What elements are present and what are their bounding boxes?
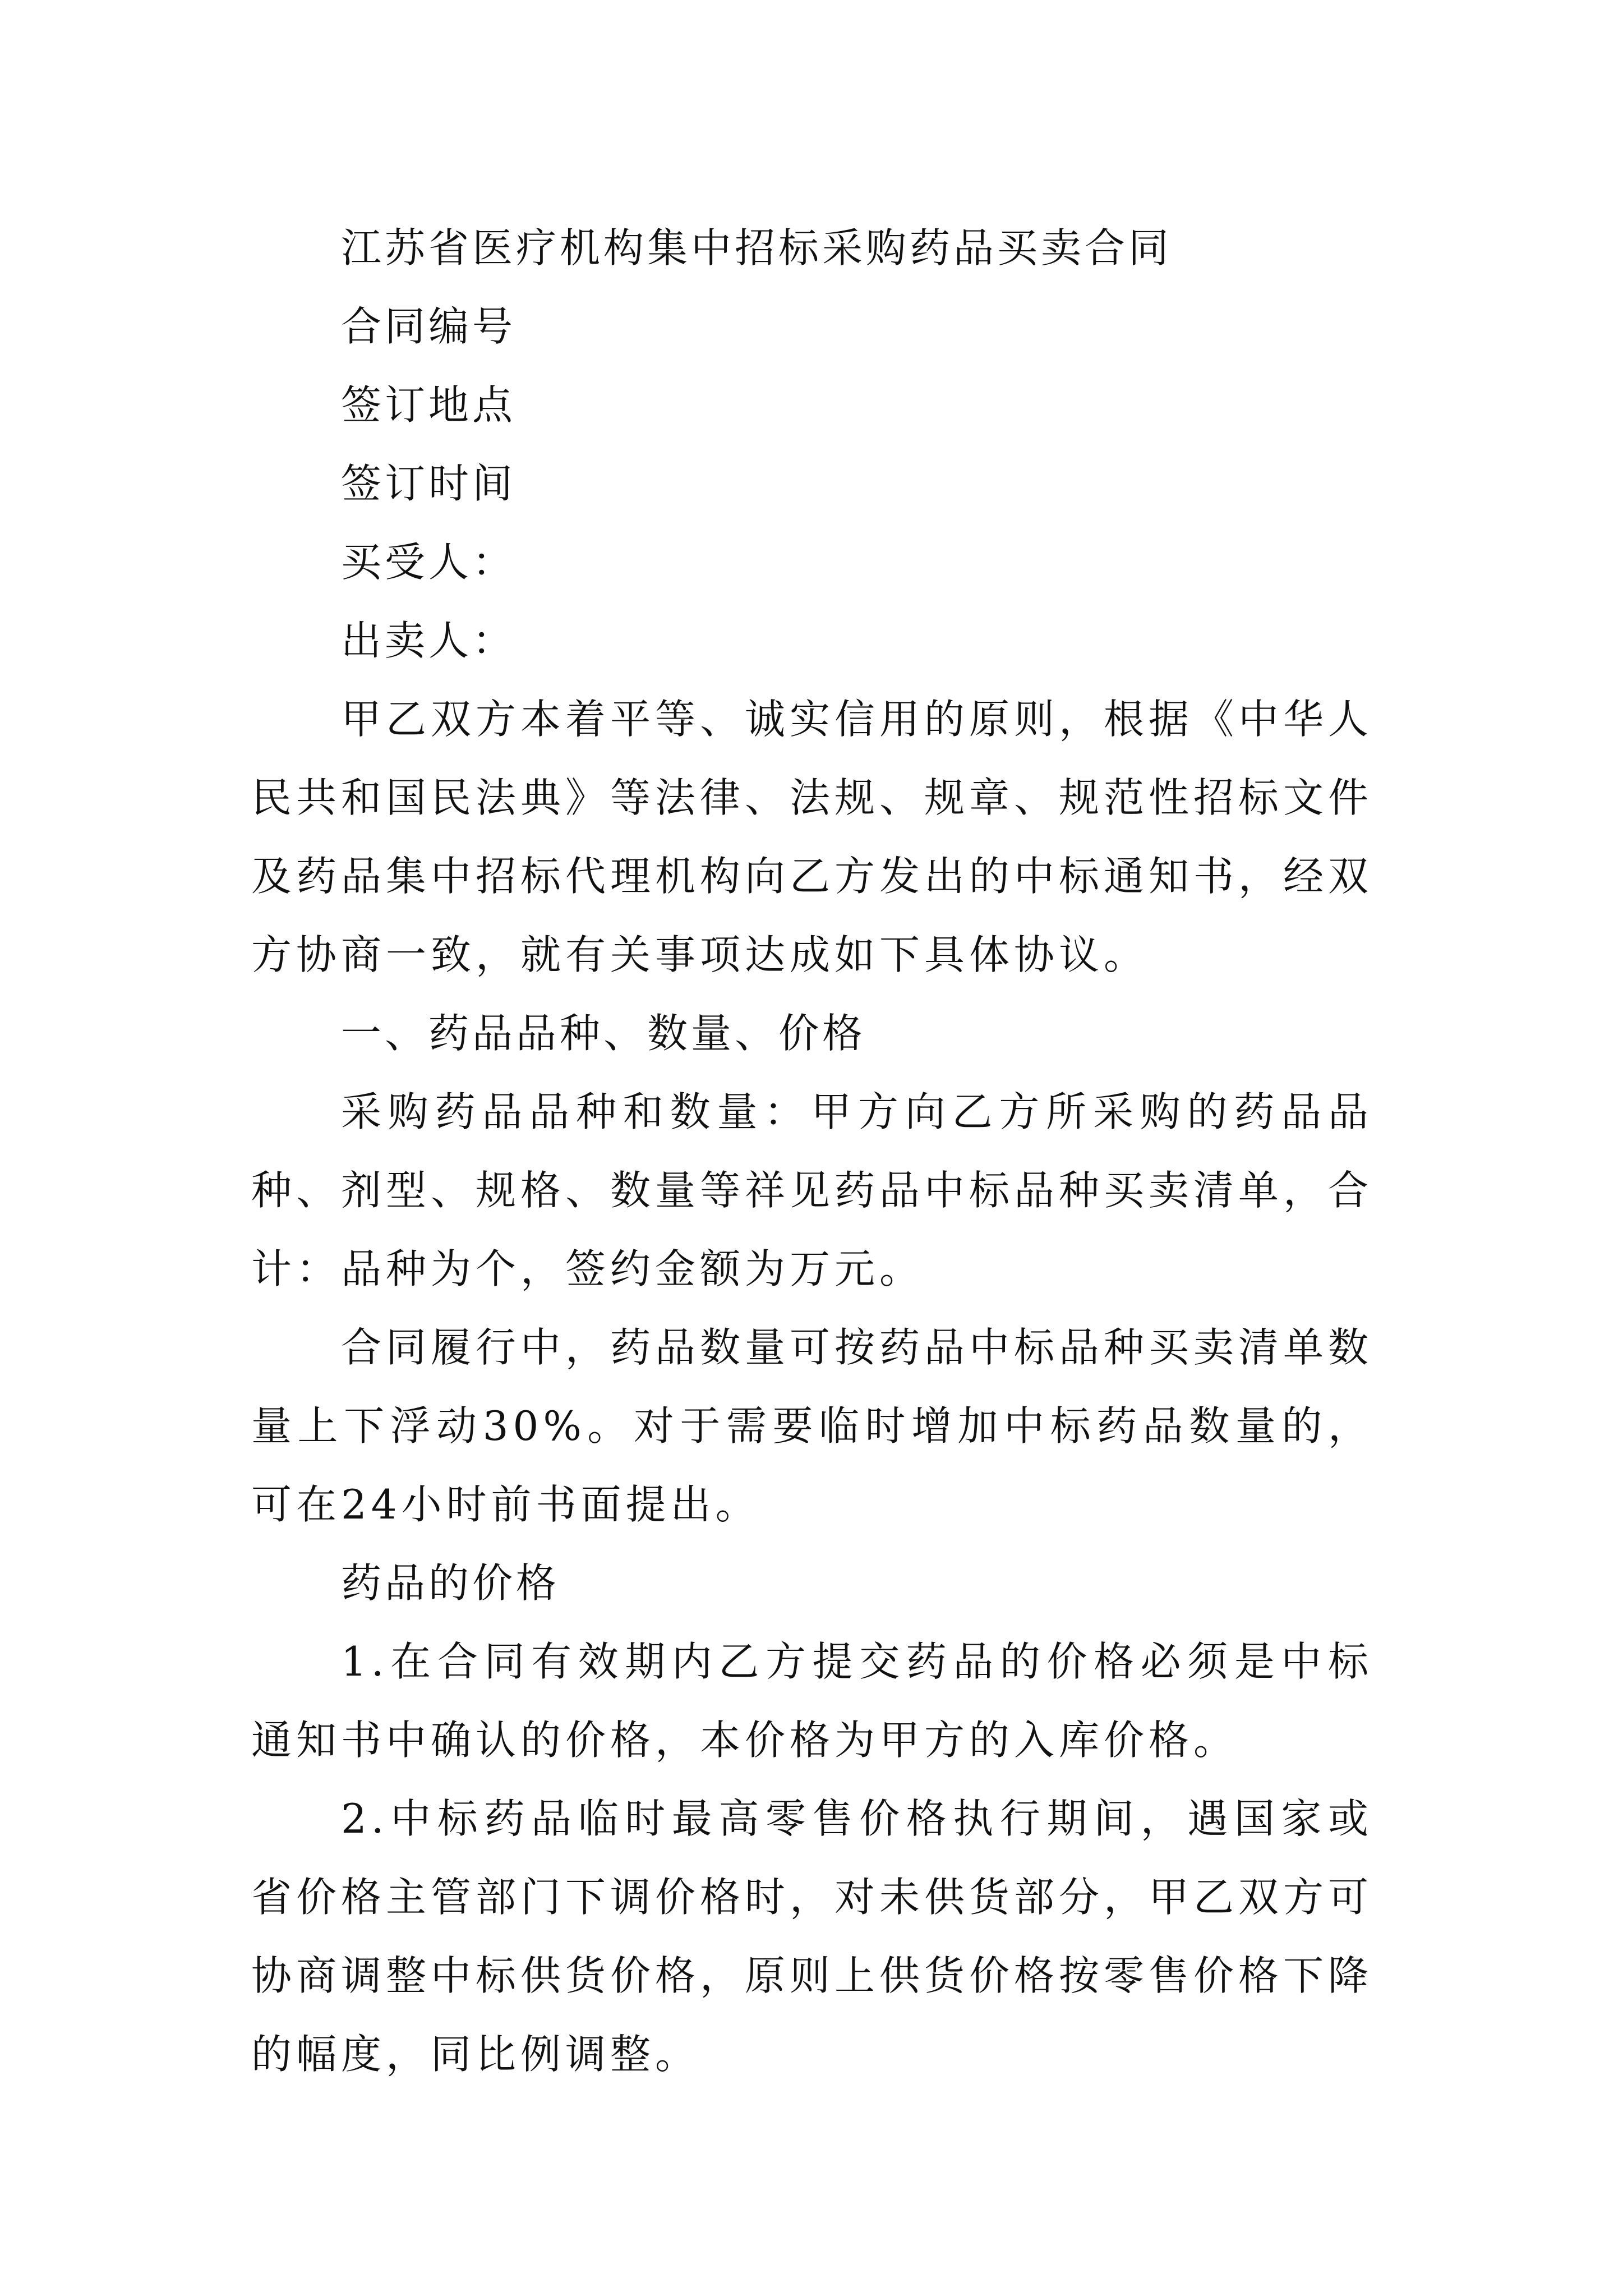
- document-body: [251, 209, 1373, 2093]
- field-contract-number: 合同编号: [341, 303, 517, 350]
- price-heading: 药品的价格: [341, 1559, 560, 1607]
- section-1-heading: 一、药品品种、数量、价格: [341, 1010, 866, 1057]
- field-buyer: 买受人：: [341, 539, 517, 586]
- preamble-paragraph: 甲乙双方本着平等、诚实信用的原则，根据《中华人民共和国民法典》等法律、法规、规章、规范性招标文件及药品集中招标代理机构向乙方发出的中标通知书，经双方协商一致，就有关事项达成如下具体协议。: [251, 696, 1373, 978]
- document-title: 江苏省医疗机构集中招标采购药品买卖合同: [341, 224, 1173, 272]
- price-item-1: 1.在合同有效期内乙方提交药品的价格必须是中标通知书中确认的价格，本价格为甲方的入库价格。: [251, 1638, 1373, 1764]
- field-signing-place: 签订地点: [341, 381, 517, 429]
- field-signing-time: 签订时间: [341, 460, 517, 507]
- price-item-2: 2.中标药品临时最高零售价格执行期间，遇国家或省价格主管部门下调价格时，对未供货部分，甲乙双方可协商调整中标供货价格，原则上供货价格按零售价格下降的幅度，同比例调整。: [251, 1795, 1373, 2078]
- section-1-paragraph-2: 合同履行中，药品数量可按药品中标品种买卖清单数量上下浮动30%。对于需要临时增加中标药品数量的，可在24小时前书面提出。: [251, 1324, 1373, 1528]
- section-1-paragraph-1: 采购药品品种和数量：甲方向乙方所采购的药品品种、剂型、规格、数量等祥见药品中标品种买卖清单，合计：品种为个，签约金额为万元。: [251, 1088, 1373, 1292]
- field-seller: 出卖人：: [341, 617, 517, 664]
